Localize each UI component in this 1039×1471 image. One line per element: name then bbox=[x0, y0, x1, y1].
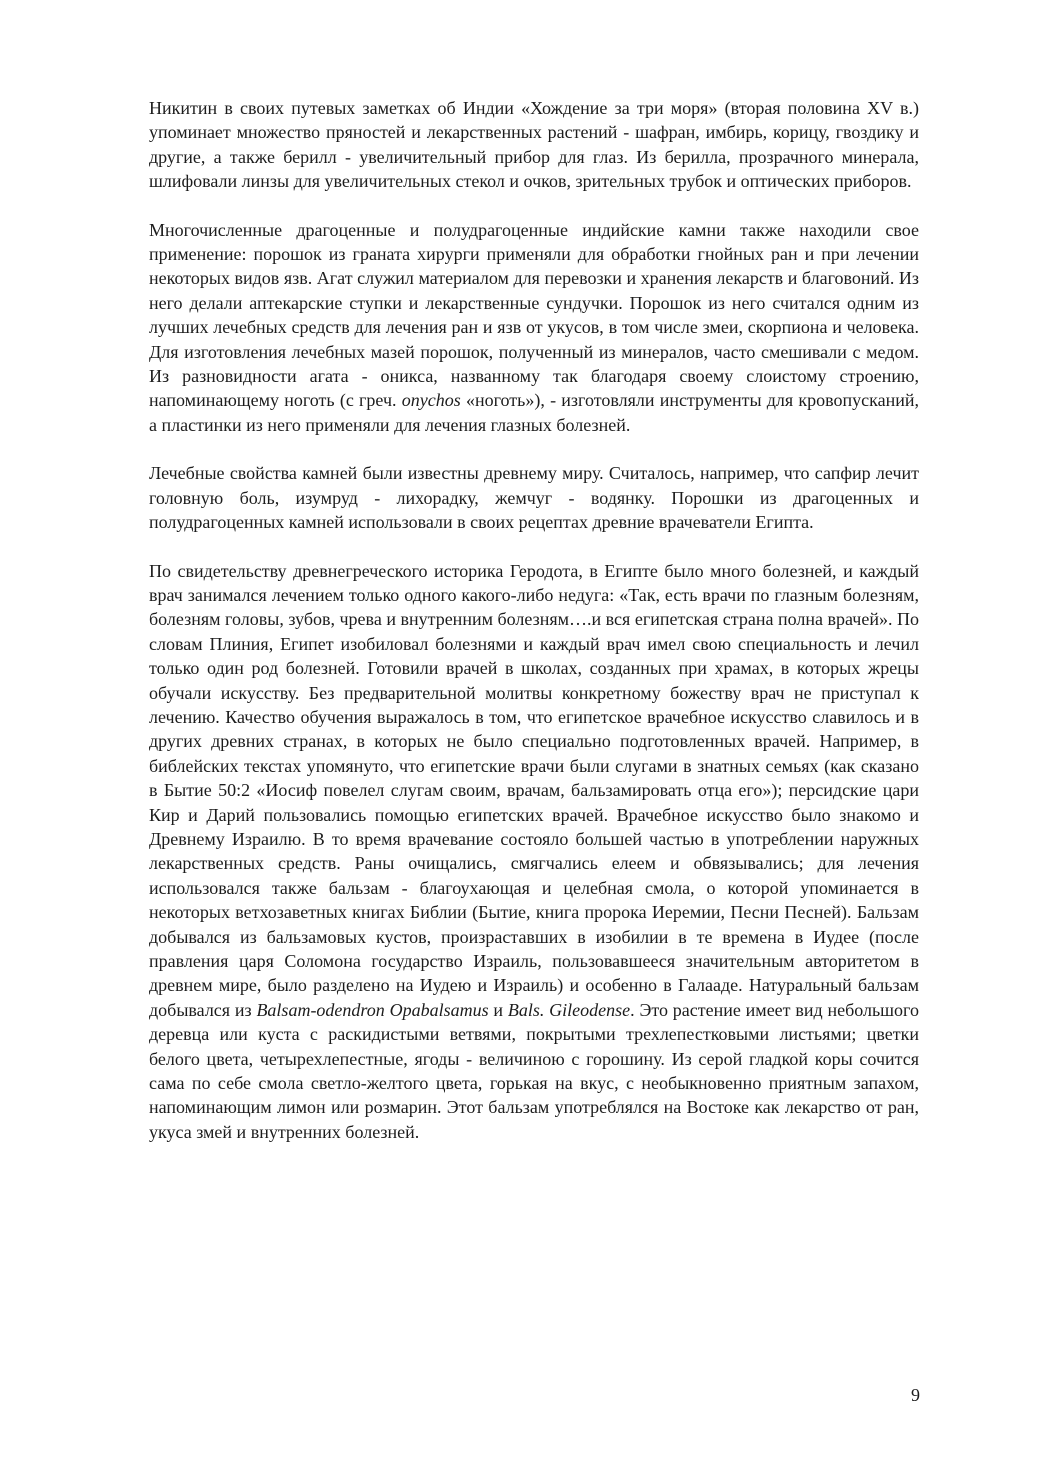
paragraph-text: и bbox=[488, 999, 508, 1020]
paragraph-text: Лечебные свойства камней были известны древнему миру. Считалось, например, что сапфир лечит головную боль, изумруд - лихорадку, жемчуг - водянку. Порошки из драгоценных и полудрагоценных камней использовали в своих рецептах древние врачеватели Египта. bbox=[149, 463, 919, 533]
paragraph-text: Никитин в своих путевых заметках об Индии «Хождение за три моря» (вторая половина XV в.) упоминает множество пряностей и лекарственных растений - шафран, имбирь, корицу, гвоздику и другие, а также берилл - увеличительный прибор для глаз. Из берилла, прозрачного минерала, шлифовали линзы для увеличительных стекол и очков, зрительных трубок и оптических приборов. bbox=[149, 98, 919, 192]
document-body bbox=[149, 96, 919, 1168]
paragraph-egypt-medicine bbox=[149, 559, 919, 1145]
paragraph-text: Многочисленные драгоценные и полудрагоценные индийские камни также находили свое применение: порошок из граната хирурги применяли для обработки гнойных ран и при лечении некоторых видов язв. Агат служил материалом для перевозки и хранения лекарств и благовоний. Из него делали аптекарские ступки и лекарственные сундучки. Порошок из него считался одним из лучших лечебных средств для лечения ран и язв от укусов, в том числе змеи, скорпиона и человека. Для изготовления лечебных мазей порошок, полученный из минералов, часто смешивали с медом. Из разновидности агата - оникса, названному так благодаря своему слоистому строению, напоминающему ноготь (с греч. bbox=[149, 219, 919, 411]
paragraph-healing-stones bbox=[149, 461, 919, 534]
italic-term: Balsam-odendron Opabalsamus bbox=[256, 999, 489, 1020]
paragraph-gemstones bbox=[149, 218, 919, 438]
italic-term: Bals. Gileodense bbox=[507, 999, 631, 1020]
paragraph-text: . Это растение имеет вид небольшого деревца или куста с раскидистыми ветвями, покрытыми трехлепестковыми листьями; цветки белого цвета, четырехлепестные, ягоды - величиною с горошину. Из серой гладкой коры сочится сама по себе смола светло-желтого цвета, горькая на вкус, с необыкновенно приятным запахом, напоминающим лимон или розмарин. Этот бальзам употреблялся на Востоке как лекарство от ран, укуса змей и внутренних болезней. bbox=[149, 999, 919, 1142]
paragraph-text: По свидетельству древнегреческого историка Геродота, в Египте было много болезней, и каждый врач занимался лечением только одного какого-либо недуга: «Так, есть врачи по глазным болезням, болезням головы, зубов, чрева и внутренним болезням….и вся египетская страна полна врачей». По словам Плиния, Египет изобиловал болезнями и каждый врач имел свою специальность и лечил только один род болезней. Готовили врачей в школах, созданных при храмах, в которых жрецы обучали искусству. Без предварительной молитвы конкретному божеству врач не приступал к лечению. Качество обучения выражалось в том, что египетское врачебное искусство славилось и в других древних странах, в которых не было специально подготовленных врачей. Например, в библейских текстах упомянуто, что египетские врачи были слугами в знатных семьях (как сказано в Бытие 50:2 «Иосиф повелел слугам своим, врачам, бальзамировать отца его»); персидские цари Кир и Дарий пользовались помощью египетских врачей. Врачебное искусство было знакомо и Древнему Израилю. В то время врачевание состояло большей частью в употреблении наружных лекарственных средств. Раны очищались, смягчались елеем и обвязывались; для лечения использовался также бальзам - благоухающая и целебная смола, о которой упоминается в некоторых ветхозаветных книгах Библии (Бытие, книга пророка Иеремии, Песни Песней). Бальзам добывался из бальзамовых кустов, произраставших в изобилии в те времена в Иудее (после правления царя Соломона государство Израиль, пользовавшееся значительным авторитетом в древнем мире, было разделено на Иудею и Израиль) и особенно в Галааде. Натуральный бальзам добывался из bbox=[149, 560, 919, 1020]
paragraph-nikitin bbox=[149, 96, 919, 194]
paragraph-text: «ноготь»), - изготовляли инструменты для кровопусканий, а пластинки из него применяли для лечения глазных болезней. bbox=[149, 390, 920, 435]
italic-term: onychos bbox=[401, 390, 461, 411]
page-number: 9 bbox=[911, 1385, 920, 1405]
